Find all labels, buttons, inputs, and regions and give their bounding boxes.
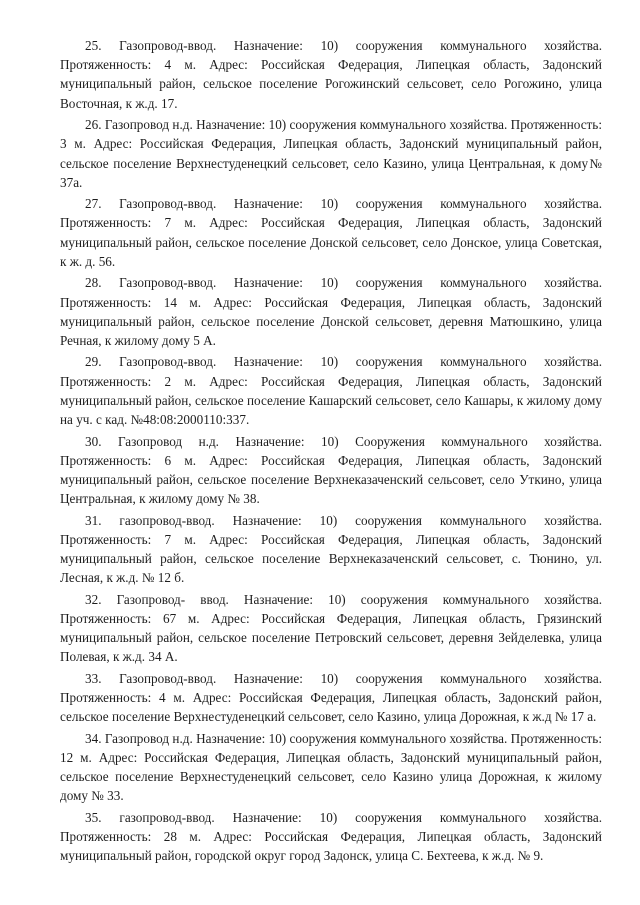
list-item: 33. Газопровод-ввод. Назначение: 10) сооружения коммунального хозяйства. Протяженность: 4 м. Адрес: Российская Федерация, Липецкая область, Задонский район, сельское поселение Верхнестуденецкий сельсовет, село Казино, улица Дорожная, к ж.д № 17 а. xyxy=(60,670,602,725)
list-item: 35. газопровод-ввод. Назначение: 10) сооружения коммунального хозяйства. Протяженность: 28 м. Адрес: Российская Федерация, Липецкая область, Задонский муниципальный район, городской округ город Задонск, улица С. Бехтеева, к ж.д. № 9. xyxy=(60,809,602,864)
list-item: 31. газопровод-ввод. Назначение: 10) сооружения коммунального хозяйства. Протяженность: 7 м. Адрес: Российская Федерация, Липецкая область, Задонский муниципальный район, сельское поселение Верхнеказаченский сельсовет, с. Тюнино, ул. Лесная, к ж.д. № 12 б. xyxy=(60,512,602,586)
list-item: 30. Газопровод н.д. Назначение: 10) Сооружения коммунального хозяйства. Протяженность: 6 м. Адрес: Российская Федерация, Липецкая область, Задонский муниципальный район, сельское поселение Верхнеказаченский сельсовет, село Уткино, улица Центральная, к жилому дому № 38. xyxy=(60,433,602,507)
list-item: 34. Газопровод н.д. Назначение: 10) сооружения коммунального хозяйства. Протяженность: 12 м. Адрес: Российская Федерация, Липецкая область, Задонский муниципальный район, сельское поселение Верхнестуденецкий сельсовет, село Казино улица Дорожная, к жилому дому № 33. xyxy=(60,730,602,804)
list-item: 25. Газопровод-ввод. Назначение: 10) сооружения коммунального хозяйства. Протяженность: 4 м. Адрес: Российская Федерация, Липецкая область, Задонский муниципальный район, сельское поселение Рогожинский сельсовет, село Рогожино, улица Восточная, к ж.д. 17. xyxy=(60,38,602,111)
list-item: 26. Газопровод н.д. Назначение: 10) сооружения коммунального хозяйства. Протяженность: 3 м. Адрес: Российская Федерация, Липецкая область, Задонский муниципальный район, сельское поселение Верхнестуденецкий сельсовет, село Казино, улица Центральная, к дому№ 37а. xyxy=(60,117,602,190)
list-item: 28. Газопровод-ввод. Назначение: 10) сооружения коммунального хозяйства. Протяженность: 14 м. Адрес: Российская Федерация, Липецкая область, Задонский муниципальный район, сельское поселение Донской сельсовет, деревня Матюшкино, улица Речная, к жилому дому 5 А. xyxy=(60,275,602,348)
document-page xyxy=(60,36,602,868)
list-item: 27. Газопровод-ввод. Назначение: 10) сооружения коммунального хозяйства. Протяженность: 7 м. Адрес: Российская Федерация, Липецкая область, Задонский муниципальный район, сельское поселение Донской сельсовет, село Донское, улица Советская, к ж. д. 56. xyxy=(60,196,602,269)
list-item: 32. Газопровод- ввод. Назначение: 10) сооружения коммунального хозяйства. Протяженность: 67 м. Адрес: Российская Федерация, Липецкая область, Грязинский муниципальный район, сельское поселение Петровский сельсовет, деревня Зейделевка, улица Полевая, к ж.д. 34 А. xyxy=(60,591,602,665)
list-item: 29. Газопровод-ввод. Назначение: 10) сооружения коммунального хозяйства. Протяженность: 2 м. Адрес: Российская Федерация, Липецкая область, Задонский муниципальный район, сельское поселение Кашарский сельсовет, село Кашары, к жилому дому на уч. с кад. №48:08:2000110:337. xyxy=(60,354,602,428)
